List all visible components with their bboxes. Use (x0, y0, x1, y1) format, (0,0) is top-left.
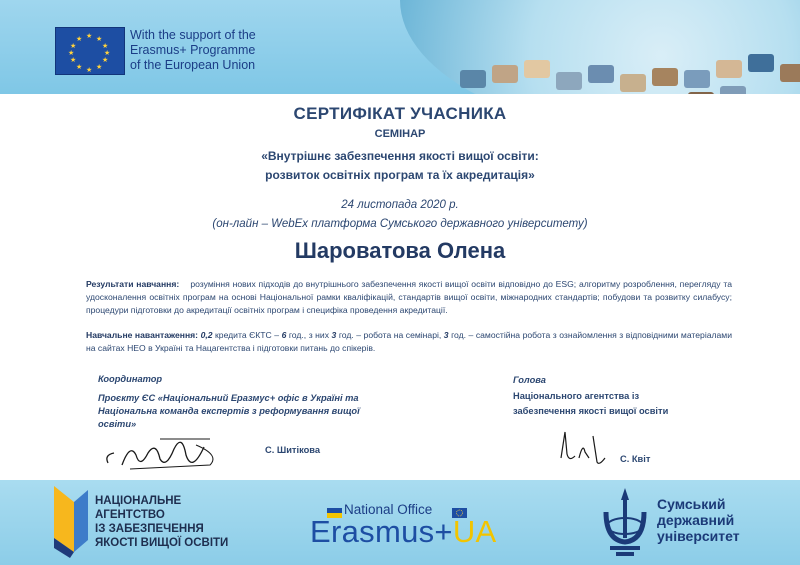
eu-support-line: With the support of the (130, 28, 256, 42)
head-agency-line: забезпечення якості вищої освіти (513, 405, 669, 416)
topic-line-1: «Внутрішнє забезпечення якості вищої освіти: (261, 149, 539, 163)
naqa-line: АГЕНТСТВО (95, 509, 165, 521)
coordinator-title: Координатор (98, 374, 163, 384)
photo-tile (684, 70, 710, 88)
coordinator-project: Проєкту ЄС «Національний Еразмус+ офіс в Україні та Національна команда експертів з реформування вищої освіти» (98, 393, 360, 429)
eu-support-line: Erasmus+ Programme (130, 43, 256, 57)
event-date: 24 листопада 2020 р. (341, 199, 459, 211)
sumdu-line: державний (657, 512, 735, 528)
eu-support-line: of the European Union (130, 58, 256, 72)
sumdu-name (657, 496, 740, 544)
coordinator-name: С. Шитікова (265, 445, 321, 455)
eu-support-text (130, 28, 256, 73)
sumdu-line: Сумський (657, 496, 726, 512)
naqa-name (95, 494, 228, 550)
footer-banner (0, 480, 800, 565)
head-title: Голова (513, 375, 546, 385)
eu-support-logo (55, 20, 271, 78)
eu-flag-icon: ★ ★ ★ ★ ★ ★ ★ ★ ★ ★ ★ ★ (55, 27, 125, 75)
photo-tile (688, 92, 714, 94)
workload-text: год. – робота на семінарі, (338, 330, 442, 340)
learning-results-label: Результати навчання: (86, 279, 180, 289)
photo-tile (780, 64, 800, 82)
naqa-line: ІЗ ЗАБЕЗПЕЧЕННЯ (95, 523, 204, 535)
head-agency (513, 389, 723, 418)
photo-tile (492, 65, 518, 83)
workload-text: год. – самостійна робота з ознайомлення з відповідними матеріалами на сайтах НЕО в Україні та Нацагентства і підготовки питань до спікерів. (86, 330, 733, 354)
naqa-line: ЯКОСТІ ВИЩОЇ ОСВІТИ (95, 537, 229, 549)
photo-tile (652, 68, 678, 86)
photo-tile (556, 72, 582, 90)
naqa-line: НАЦІОНАЛЬНЕ (95, 495, 182, 507)
head-signature (555, 428, 615, 466)
workload-label: Навчальне навантаження: (86, 330, 199, 340)
header-banner (0, 0, 800, 94)
coordinator-signature (100, 425, 230, 475)
photo-tile (716, 60, 742, 78)
workload-hours-self: 3 (443, 330, 449, 340)
sumdu-emblem-icon (598, 482, 652, 560)
workload-credits: 0,2 (200, 330, 213, 340)
sumdu-line: університет (657, 528, 740, 544)
workload-text: кредита ЄКТС – (215, 330, 280, 340)
erasmus-wordmark: Erasmus+ (310, 514, 453, 549)
globe-photo-collage (400, 0, 800, 94)
photo-tile (588, 65, 614, 83)
ua-wordmark: UA (452, 514, 497, 549)
photo-tile (620, 74, 646, 92)
topic-line-2: розвиток освітніх програм та їх акредитація» (265, 168, 535, 182)
photo-tile (524, 60, 550, 78)
workload-hours-seminar: 3 (331, 330, 337, 340)
certificate-title: СЕРТИФІКАТ УЧАСНИКА (293, 104, 507, 123)
head-agency-line: Національного агентства із (513, 391, 640, 401)
event-type: СЕМІНАР (374, 128, 426, 140)
event-platform: (он-лайн – WebEx платформа Сумського державного університету) (212, 218, 588, 230)
naqa-logo-icon (50, 482, 90, 560)
photo-tile (720, 86, 746, 94)
photo-tile (748, 54, 774, 72)
head-name: С. Квіт (620, 454, 651, 464)
erasmus-ua-logo (310, 514, 496, 550)
learning-results (86, 278, 732, 318)
participant-name: Шароватова Олена (294, 238, 506, 263)
workload (86, 329, 732, 355)
learning-results-text: розуміння нових підходів до внутрішнього забезпечення якості вищої освіти відповідно до ESG; алгоритму розроблення, перегляду та удосконалення освітніх програм на основі Національної рамки кваліфікацій, стандартів вищої освіти, міжнародних стандартів; побудови та розвитку силабусу; процедури підготовки до акредитації освітніх програм і специфіка проведення акредитації. (86, 279, 732, 316)
national-office-label: National Office (344, 502, 433, 517)
workload-text: год., з них (288, 330, 329, 340)
workload-hours-total: 6 (281, 330, 287, 340)
photo-tile (460, 70, 486, 88)
